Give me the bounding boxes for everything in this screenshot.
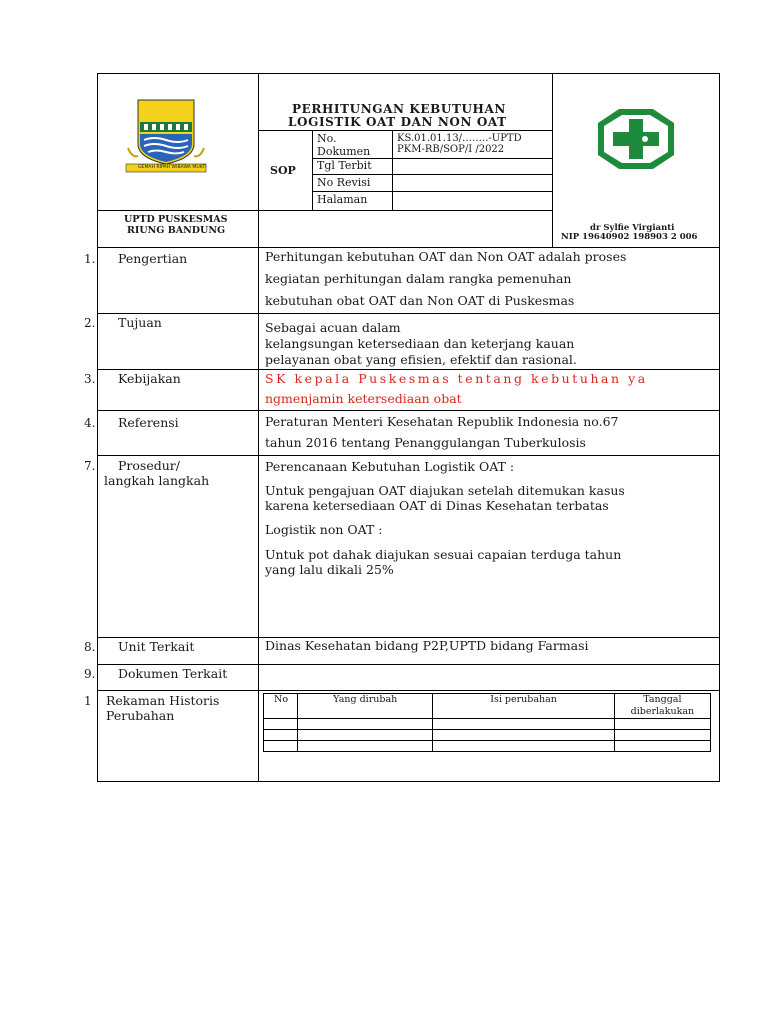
tujuan-text: Sebagai acuan dalam (265, 320, 401, 335)
history-table-header (264, 694, 711, 719)
pengertian-text: Perhitungan kebutuhan OAT dan Non OAT adalah proses (265, 249, 627, 264)
row-label-rekaman-historis: Rekaman Historis (106, 693, 220, 708)
crest-motto: GEMAH RIPAH WIBAWA MUKTI (138, 165, 207, 170)
row-number: 7. (84, 459, 96, 473)
prosedur-text: Untuk pengajuan OAT diajukan setelah ditemukan kasus (265, 483, 625, 498)
tujuan-text-line3: pelayanan obat yang efisien, efektif dan rasional. (265, 352, 577, 367)
col-header-tanggal-line1: Tanggal (643, 694, 682, 705)
col-header-tanggal (614, 694, 710, 719)
puskesmas-logo (596, 107, 676, 171)
row-label-rekaman-historis-line2: Perubahan (106, 708, 175, 723)
table-cell (298, 719, 433, 730)
prosedur-heading: Perencanaan Kebutuhan Logistik OAT : (265, 459, 515, 474)
row-label-tujuan: Tujuan (118, 315, 162, 330)
row-number: 8. (84, 640, 96, 654)
referensi-text: Peraturan Menteri Kesehatan Republik Indonesia no.67 (265, 414, 619, 429)
row-number: 1 (84, 694, 92, 708)
prosedur-text-nonoat-line2: yang lalu dikali 25% (265, 562, 394, 577)
row-number: 3. (84, 372, 96, 386)
bandung-crest-logo (118, 96, 214, 176)
prosedur-text-line2: karena ketersediaan OAT di Dinas Kesehatan terbatas (265, 498, 609, 513)
no-dokumen-label-2: Dokumen (317, 145, 371, 158)
row-label-unit-terkait: Unit Terkait (118, 639, 195, 654)
row-label-kebijakan: Kebijakan (118, 371, 181, 386)
sop-label: SOP (270, 164, 296, 177)
col-header-isi-perubahan: Isi perubahan (433, 694, 614, 719)
referensi-text-line2: tahun 2016 tentang Penanggulangan Tuberkulosis (265, 435, 586, 450)
kebijakan-text: SK kepala Puskesmas tentang kebutuhan ya (265, 371, 648, 386)
table-cell (433, 730, 614, 741)
col-header-tanggal-line2: diberlakukan (630, 706, 695, 717)
row-number: 9. (84, 667, 96, 681)
signer-name: dr Sylfie Virgianti (590, 223, 675, 233)
table-cell (264, 719, 298, 730)
signer-nip: NIP 19640902 198903 2 006 (561, 232, 698, 242)
pengertian-text-line3: kebutuhan obat OAT dan Non OAT di Puskesmas (265, 293, 575, 308)
no-dokumen-value: KS.01.01.13/……..-UPTD (397, 133, 522, 144)
table-cell (298, 741, 433, 752)
table-cell (433, 741, 614, 752)
pengertian-text-line2: kegiatan perhitungan dalam rangka pemenuhan (265, 271, 572, 286)
halaman-label: Halaman (317, 193, 368, 206)
row-label-prosedur: Prosedur/ (118, 458, 180, 473)
col-header-no: No (264, 694, 298, 719)
document-title: PERHITUNGAN KEBUTUHAN (292, 102, 506, 116)
table-cell (433, 719, 614, 730)
col-header-yang-dirubah: Yang dirubah (298, 694, 433, 719)
prosedur-text-nonoat: Untuk pot dahak diajukan sesuai capaian terduga tahun (265, 547, 622, 562)
no-dokumen-value-2: PKM-RB/SOP/I /2022 (397, 144, 505, 155)
tujuan-text-line2: kelangsungan ketersediaan dan keterjang kauan (265, 336, 575, 351)
table-cell (264, 741, 298, 752)
no-revisi-label: No Revisi (317, 176, 371, 189)
row-number: 4. (84, 416, 96, 430)
table-cell (298, 730, 433, 741)
row-number: 1. (84, 252, 96, 266)
row-number: 2. (84, 316, 96, 330)
table-row (264, 730, 711, 741)
table-row (264, 719, 711, 730)
tgl-terbit-label: Tgl Terbit (317, 159, 372, 172)
row-label-pengertian: Pengertian (118, 251, 188, 266)
kebijakan-text-line2: ngmenjamin ketersediaan obat (265, 391, 462, 406)
unit-terkait-text: Dinas Kesehatan bidang P2P,UPTD bidang Farmasi (265, 638, 589, 653)
no-dokumen-label: No. (317, 132, 337, 145)
history-table (263, 693, 711, 752)
table-cell (614, 741, 710, 752)
row-label-dokumen-terkait: Dokumen Terkait (118, 666, 228, 681)
row-label-prosedur-line2: langkah langkah (104, 473, 210, 488)
table-cell (614, 719, 710, 730)
table-cell (264, 730, 298, 741)
table-row (264, 741, 711, 752)
document-title-line2: LOGISTIK OAT DAN NON OAT (288, 115, 507, 129)
prosedur-subheading: Logistik non OAT : (265, 522, 383, 537)
table-cell (614, 730, 710, 741)
row-label-referensi: Referensi (118, 415, 179, 430)
org-name-line2: RIUNG BANDUNG (127, 225, 226, 236)
org-name: UPTD PUSKESMAS (124, 214, 228, 225)
